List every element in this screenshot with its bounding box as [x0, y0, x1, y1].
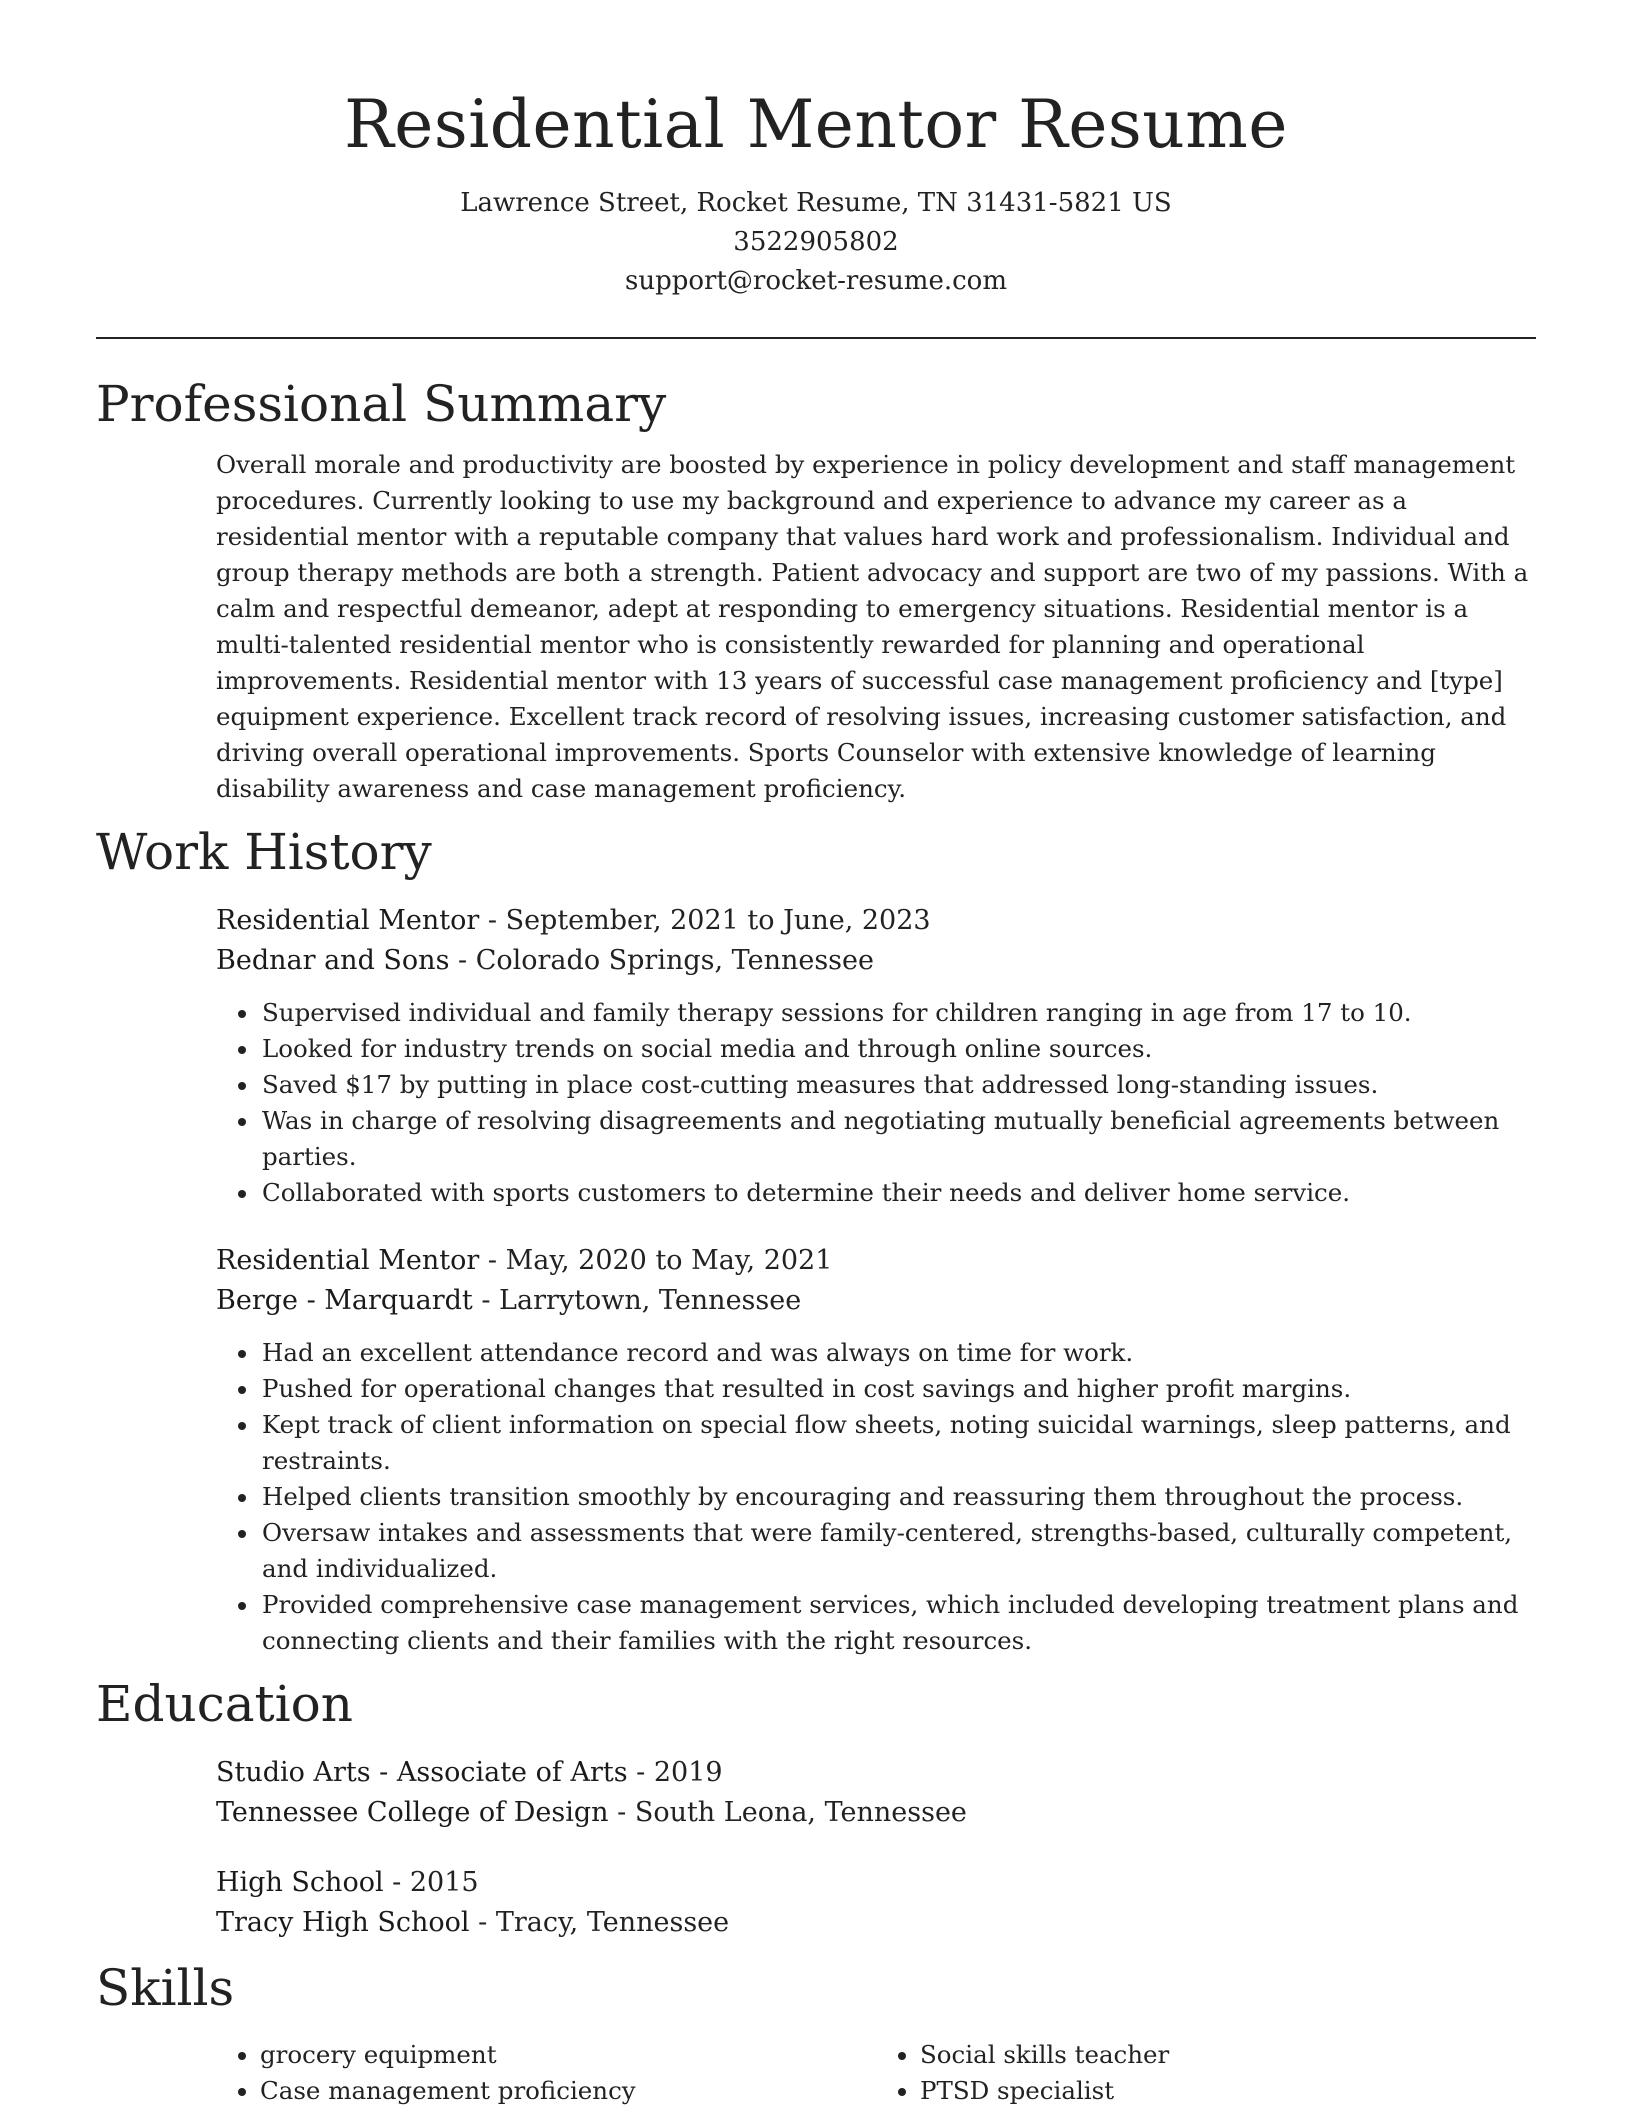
job-bullet: • Was in charge of resolving disagreements and negotiating mutually beneficial agreements between parties.: [260, 1103, 1536, 1175]
education-entry: [216, 1753, 1536, 1833]
job-employer-line: [216, 941, 1536, 981]
skill-item: • Social skills teacher: [920, 2037, 1536, 2073]
resume-title: Residential Mentor Resume: [344, 86, 1288, 163]
degree-line: [216, 1863, 1536, 1903]
school-name: Tracy High School: [216, 1907, 470, 1938]
contact-info: [96, 184, 1536, 301]
school-line: [216, 1903, 1536, 1943]
job-bullet: • Oversaw intakes and assessments that were family-centered, strengths-based, culturally competent, and individualized.: [260, 1515, 1536, 1587]
job-location: - Larrytown, Tennessee: [472, 1285, 802, 1316]
skills-section: [96, 1953, 1536, 2109]
job-title: Residential Mentor: [216, 1245, 480, 1276]
skill-item: • grocery equipment: [260, 2037, 876, 2073]
summary-heading: Professional Summary: [96, 375, 667, 433]
job-bullet: • Looked for industry trends on social media and through online sources.: [260, 1031, 1536, 1067]
job-bullet: • Collaborated with sports customers to determine their needs and deliver home service.: [260, 1175, 1536, 1211]
job-bullet: • Pushed for operational changes that resulted in cost savings and higher profit margins.: [260, 1371, 1536, 1407]
job-title: Residential Mentor: [216, 905, 480, 936]
summary-text: Overall morale and productivity are boosted by experience in policy development and staff management procedures. Currently looking to use my background and experience to advance my career as a residential mentor with a reputable company that values hard work and professionalism. Individual and group therapy methods are both a strength. Patient advocacy and support are two of my passions. With a calm and respectful demeanor, adept at responding to emergency situations. Residential mentor is a multi-talented residential mentor who is consistently rewarded for planning and operational improvements. Residential mentor with 13 years of successful case management proficiency and [type] equipment experience. Excellent track record of resolving issues, increasing customer satisfaction, and driving overall operational improvements. Sports Counselor with extensive knowledge of learning disability awareness and case management proficiency.: [216, 450, 1529, 803]
skills-grid: [216, 2037, 1536, 2109]
address: Lawrence Street, Rocket Resume, TN 31431-5821 US: [460, 188, 1172, 218]
summary-section: [96, 369, 1536, 807]
job-dates: - May, 2020 to May, 2021: [479, 1245, 833, 1276]
school-line: [216, 1793, 1536, 1833]
job-title-line: [216, 901, 1536, 941]
header-divider: [96, 337, 1536, 339]
email-address: support@rocket-resume.com: [624, 266, 1007, 296]
education-heading: Education: [96, 1675, 353, 1733]
job-dates: - September, 2021 to June, 2023: [479, 905, 931, 936]
school-name: Tennessee College of Design: [216, 1797, 609, 1828]
skills-column-left: [216, 2037, 876, 2109]
job-entry: [216, 1241, 1536, 1659]
work-history-section: [96, 817, 1536, 1659]
job-entry: [216, 901, 1536, 1211]
graduation-year: - 2019: [627, 1757, 723, 1788]
job-bullets: [216, 995, 1536, 1211]
job-bullet: • Kept track of client information on special flow sheets, noting suicidal warnings, sleep patterns, and restraints.: [260, 1407, 1536, 1479]
job-bullets: [216, 1335, 1536, 1659]
job-bullet: • Saved $17 by putting in place cost-cutting measures that addressed long-standing issues.: [260, 1067, 1536, 1103]
degree: Studio Arts - Associate of Arts: [216, 1757, 628, 1788]
skills-heading: Skills: [96, 1959, 235, 2017]
job-bullet: • Had an excellent attendance record and was always on time for work.: [260, 1335, 1536, 1371]
job-title-line: [216, 1241, 1536, 1281]
skills-column-right: [876, 2037, 1536, 2109]
school-location: - South Leona, Tennessee: [608, 1797, 967, 1828]
job-bullet: • Provided comprehensive case management services, which included developing treatment plans and connecting clients and their families with the right resources.: [260, 1587, 1536, 1659]
job-employer: Bednar and Sons: [216, 945, 450, 976]
job-bullet: • Supervised individual and family therapy sessions for children ranging in age from 17 to 10.: [260, 995, 1536, 1031]
education-section: [96, 1669, 1536, 1943]
job-bullet: • Helped clients transition smoothly by encouraging and reassuring them throughout the process.: [260, 1479, 1536, 1515]
skill-item: • PTSD specialist: [920, 2073, 1536, 2109]
graduation-year: - 2015: [383, 1867, 479, 1898]
skill-item: • Case management proficiency: [260, 2073, 876, 2109]
work-history-heading: Work History: [96, 823, 432, 881]
degree: High School: [216, 1867, 384, 1898]
job-employer-line: [216, 1281, 1536, 1321]
school-location: - Tracy, Tennessee: [469, 1907, 730, 1938]
education-entry: [216, 1863, 1536, 1943]
degree-line: [216, 1753, 1536, 1793]
phone-number: 3522905802: [733, 227, 899, 257]
job-location: - Colorado Springs, Tennessee: [449, 945, 874, 976]
job-employer: Berge - Marquardt: [216, 1285, 473, 1316]
resume-header: [96, 0, 1536, 301]
